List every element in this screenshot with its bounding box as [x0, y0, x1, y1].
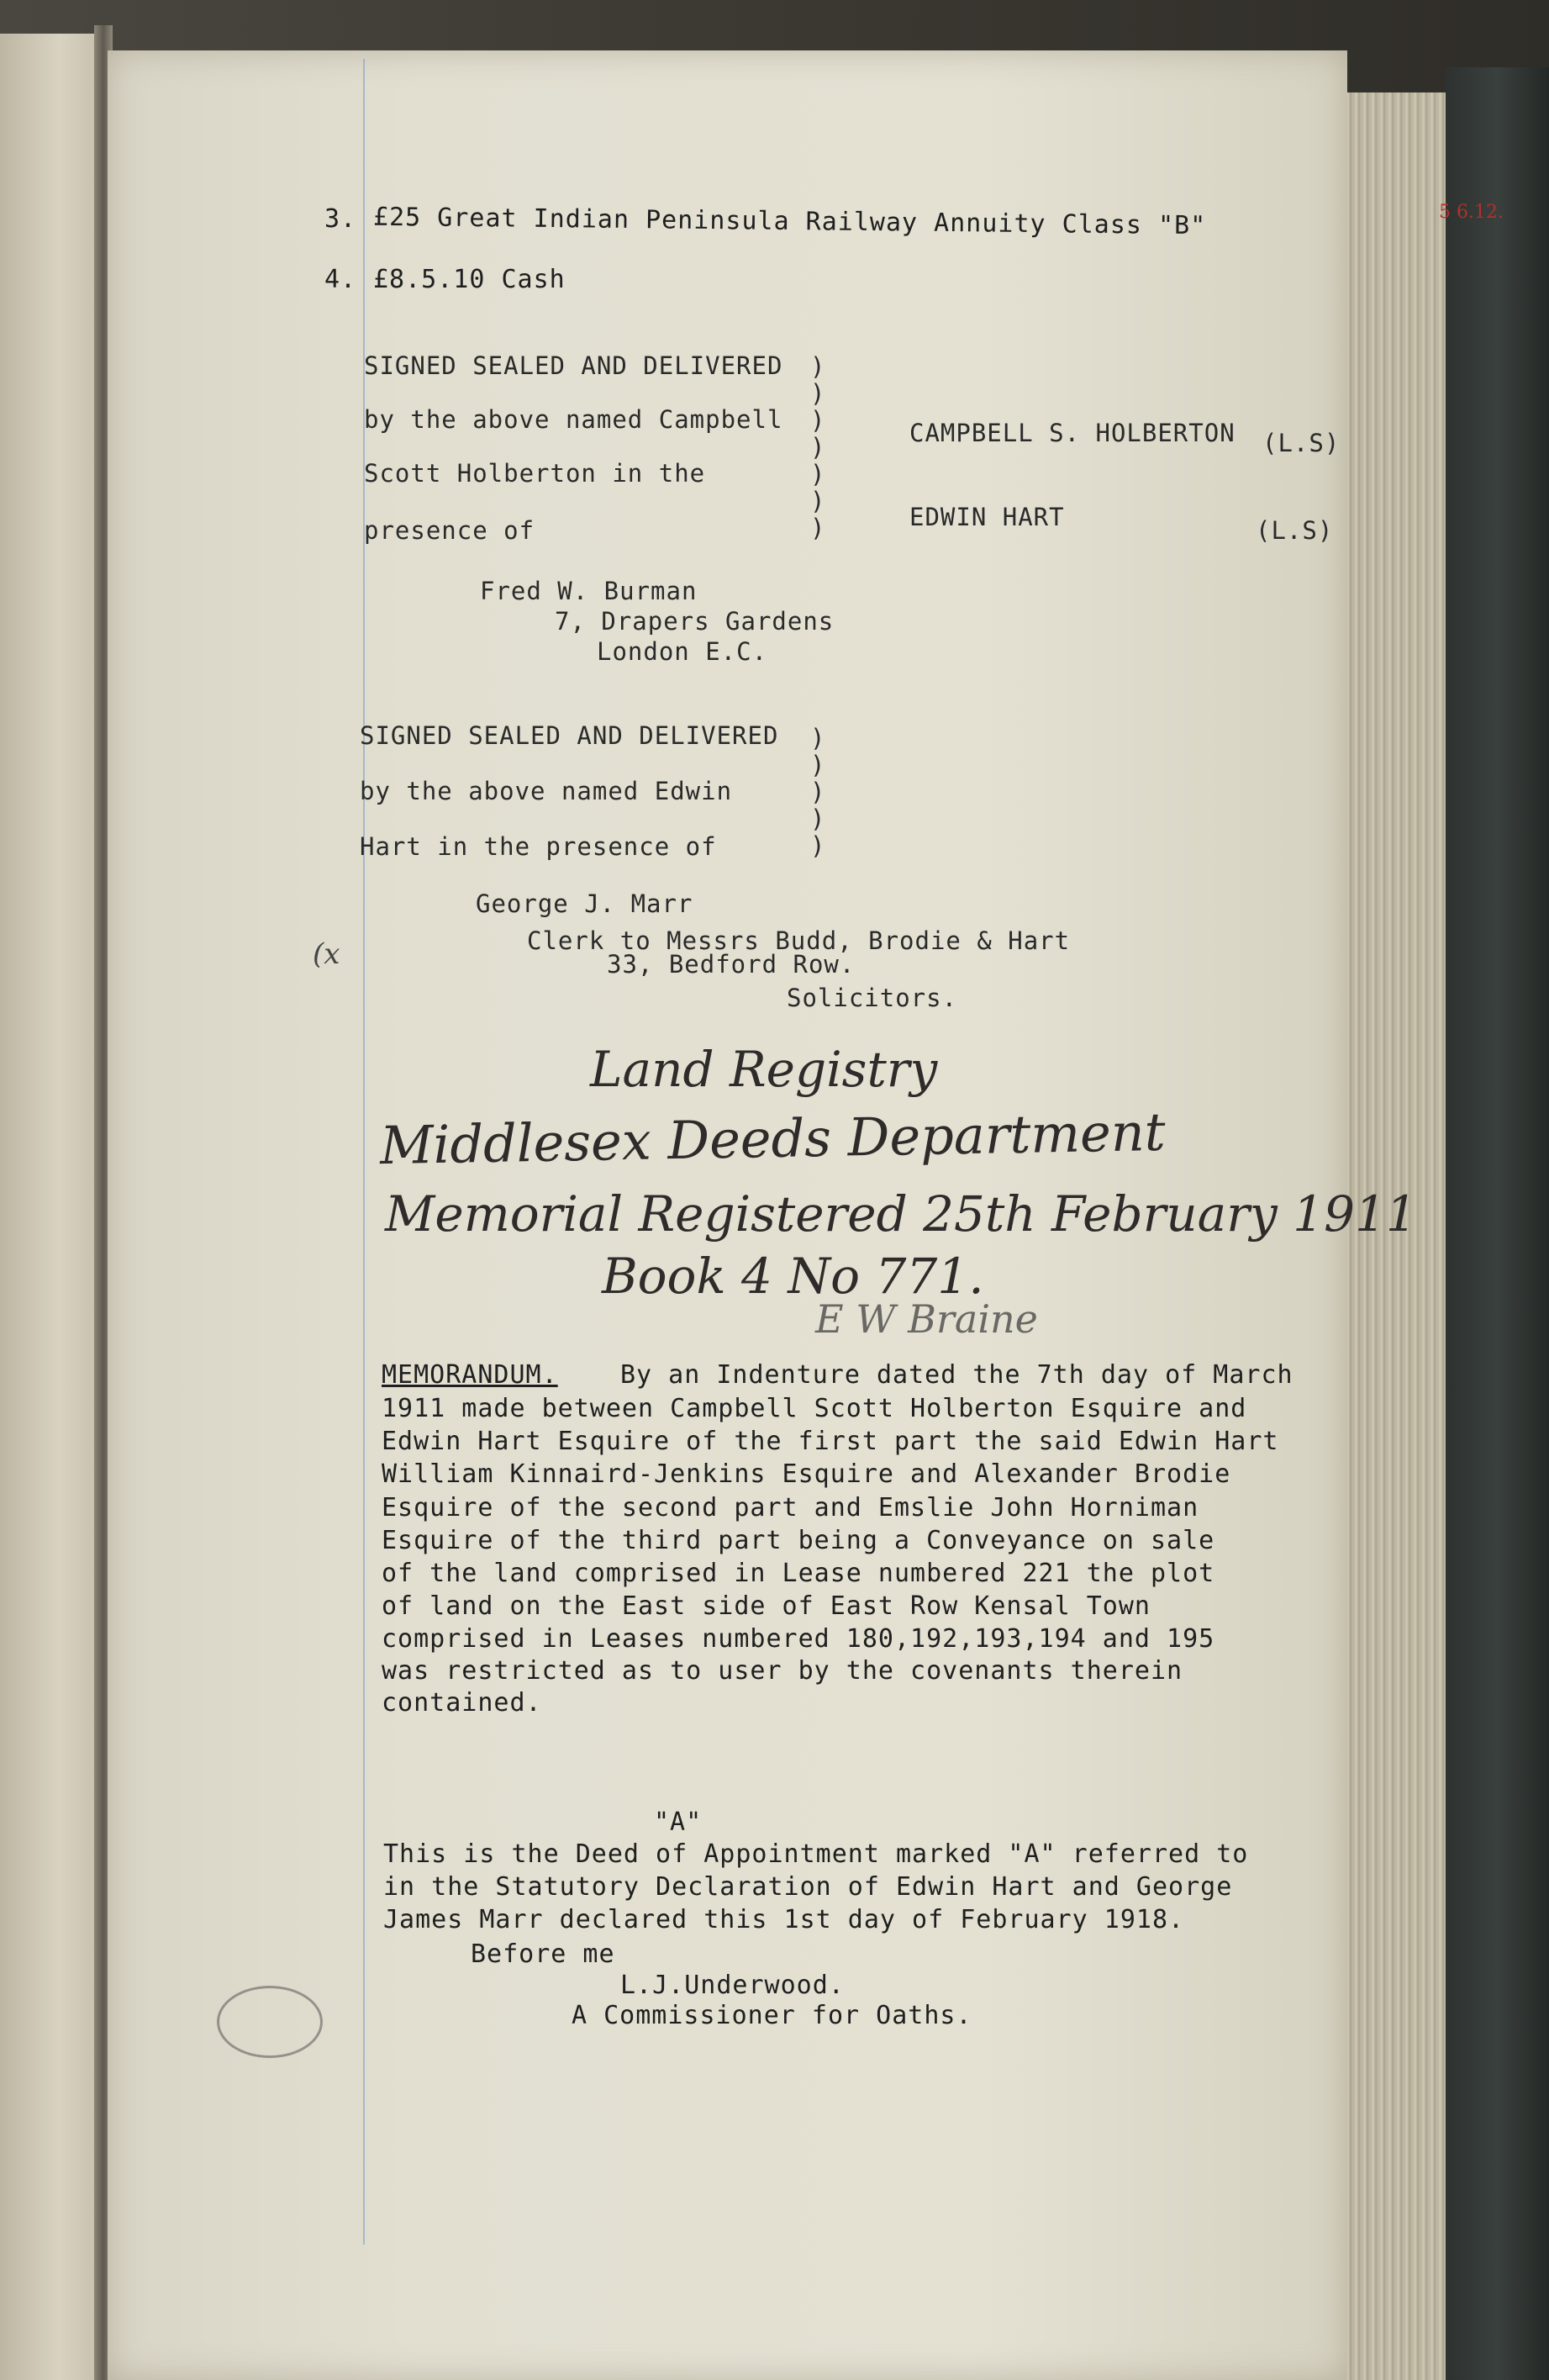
margin-rule — [363, 59, 365, 2245]
memorandum-line: 1911 made between Campbell Scott Holberton Esquire and — [382, 1394, 1247, 1423]
item-number: 3. — [324, 204, 357, 234]
memorandum-line: was restricted as to user by the covenants therein — [382, 1656, 1183, 1686]
memorandum-line: Esquire of the second part and Emslie John Horniman — [382, 1493, 1199, 1522]
attestation-line: Scott Holberton in the — [364, 459, 706, 488]
attestation-line: presence of — [364, 516, 535, 545]
attestation-line: by the above named Campbell — [364, 405, 783, 434]
memorandum-line: By an Indenture dated the 7th day of March — [620, 1360, 1293, 1390]
witness-line: Solicitors. — [787, 984, 958, 1012]
party-seal: (L.S) — [1262, 429, 1341, 457]
appointment-before: Before me — [471, 1939, 615, 1969]
item-text: £25 Great Indian Peninsula Railway Annuity Class "B" — [372, 202, 1207, 241]
margin-x-mark: (x — [313, 937, 340, 971]
appointment-mark: "A" — [654, 1807, 703, 1837]
signature: E W Braine — [815, 1296, 1038, 1342]
appointment-line: This is the Deed of Appointment marked "A" referred to — [383, 1839, 1249, 1869]
left-page — [0, 34, 99, 2380]
attestation-line: by the above named Edwin — [360, 777, 733, 805]
memorandum-line: contained. — [382, 1688, 542, 1718]
item-number: 4. — [324, 265, 357, 294]
commissioner-title: A Commissioner for Oaths. — [572, 2001, 972, 2030]
memorandum-heading: MEMORANDUM. — [382, 1360, 558, 1390]
attestation-line: SIGNED SEALED AND DELIVERED — [364, 351, 783, 380]
memorandum-line: Edwin Hart Esquire of the first part the said Edwin Hart — [382, 1427, 1279, 1456]
witness-line: Fred W. Burman — [480, 577, 698, 605]
witness-line: Clerk to Messrs Budd, Brodie & Hart — [527, 926, 1071, 955]
appointment-line: in the Statutory Declaration of Edwin Hart and George — [383, 1872, 1233, 1902]
item-text: £8.5.10 Cash — [373, 265, 566, 294]
memorandum-line: of the land comprised in Lease numbered 221 the plot — [382, 1559, 1215, 1588]
witness-line: 7, Drapers Gardens — [555, 607, 835, 636]
bracket: ) ) ) ) ) — [810, 724, 825, 860]
witness-line: 33, Bedford Row. — [607, 950, 856, 979]
handwritten-line: Memorial Registered 25th February 1911 — [385, 1185, 1417, 1243]
attestation-line: SIGNED SEALED AND DELIVERED — [360, 721, 779, 750]
book-binding — [1446, 67, 1549, 2380]
bracket: ) ) ) ) ) ) ) — [810, 352, 825, 542]
margin-note: 5 6.12. — [1439, 202, 1504, 223]
attestation-line: Hart in the presence of — [360, 832, 717, 861]
handwritten-line: Middlesex Deeds Department — [379, 1100, 1167, 1177]
handwritten-line: Land Registry — [590, 1041, 938, 1098]
commissioner-name: L.J.Underwood. — [620, 1971, 845, 2000]
party-name: EDWIN HART — [909, 503, 1065, 531]
witness-line: George J. Marr — [476, 889, 693, 918]
memorandum-line: comprised in Leases numbered 180,192,193,194 and 195 — [382, 1624, 1215, 1654]
memorandum-line: of land on the East side of East Row Kensal Town — [382, 1591, 1151, 1621]
party-seal: (L.S) — [1256, 516, 1334, 545]
registry-stamp — [217, 1986, 323, 2058]
party-name: CAMPBELL S. HOLBERTON — [909, 419, 1236, 447]
memorandum-line: Esquire of the third part being a Conveyance on sale — [382, 1526, 1215, 1555]
appointment-line: James Marr declared this 1st day of February 1918. — [383, 1905, 1185, 1934]
handwritten-line: Book 4 No 771. — [602, 1248, 984, 1305]
witness-line: London E.C. — [597, 637, 768, 666]
memorandum-line: William Kinnaird-Jenkins Esquire and Alexander Brodie — [382, 1459, 1231, 1489]
